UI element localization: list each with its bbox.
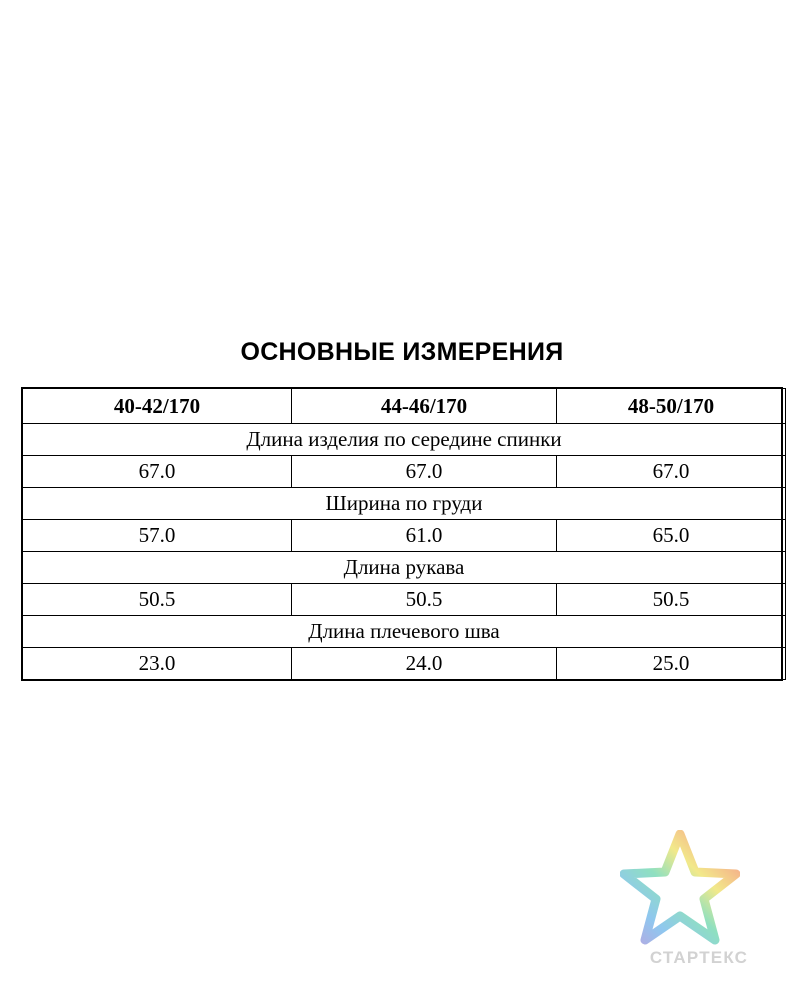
cell-3-2: 50.5 <box>292 584 557 616</box>
cell-1-1: 67.0 <box>23 456 292 488</box>
column-header-size-2: 44-46/170 <box>292 389 557 424</box>
cell-4-1: 23.0 <box>23 648 292 680</box>
table-header-row <box>23 389 786 424</box>
watermark-text: СТАРТЕКС <box>649 948 749 967</box>
section-label-2: Ширина по груди <box>23 488 786 520</box>
cell-3-3: 50.5 <box>557 584 786 616</box>
cell-1-3: 67.0 <box>557 456 786 488</box>
measurements-table-wrap <box>22 388 782 680</box>
section-label-1: Длина изделия по середине спинки <box>23 424 786 456</box>
table-row <box>23 456 786 488</box>
cell-2-3: 65.0 <box>557 520 786 552</box>
table-row <box>23 616 786 648</box>
table-row <box>23 520 786 552</box>
table-row <box>23 648 786 680</box>
cell-4-2: 24.0 <box>292 648 557 680</box>
table-row <box>23 552 786 584</box>
watermark <box>600 830 790 970</box>
cell-2-1: 57.0 <box>23 520 292 552</box>
cell-2-2: 61.0 <box>292 520 557 552</box>
table-row <box>23 488 786 520</box>
cell-3-1: 50.5 <box>23 584 292 616</box>
column-header-size-1: 40-42/170 <box>23 389 292 424</box>
table-row <box>23 584 786 616</box>
measurements-table <box>22 388 786 680</box>
table-row <box>23 424 786 456</box>
cell-1-2: 67.0 <box>292 456 557 488</box>
star-icon <box>620 830 740 945</box>
cell-4-3: 25.0 <box>557 648 786 680</box>
page-title: ОСНОВНЫЕ ИЗМЕРЕНИЯ <box>240 338 564 366</box>
column-header-size-3: 48-50/170 <box>557 389 786 424</box>
section-label-3: Длина рукава <box>23 552 786 584</box>
section-label-4: Длина плечевого шва <box>23 616 786 648</box>
